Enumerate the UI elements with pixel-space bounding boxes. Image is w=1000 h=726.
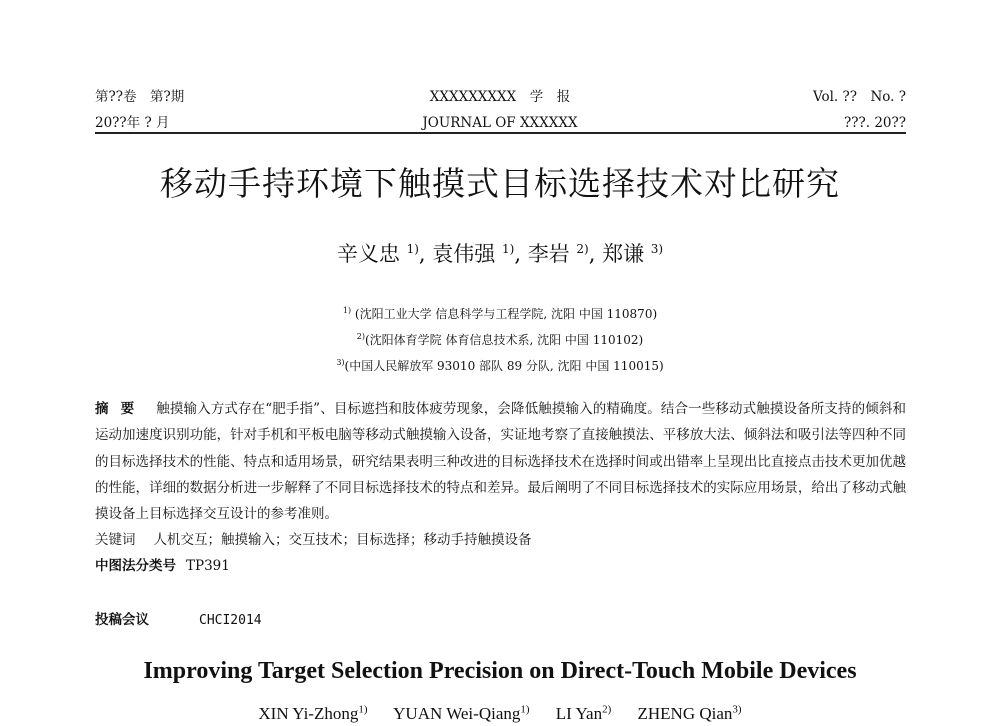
keywords-text: 人机交互；触摸输入；交互技术；目标选择；移动手持触摸设备 xyxy=(153,532,532,548)
english-author-affil-mark: 2) xyxy=(602,703,612,715)
classification-value: TP391 xyxy=(186,558,230,574)
affiliation-text: (中国人民解放军 93010 部队 89 分队, 沈阳 中国 110015) xyxy=(344,359,664,373)
author-affil-mark: 1) xyxy=(406,242,419,256)
affiliation-mark: 3) xyxy=(336,358,345,367)
header-year-month: 20??年 ? 月 xyxy=(95,115,170,131)
author-affil-mark: 3) xyxy=(650,242,664,256)
english-author-name: XIN Yi-Zhong xyxy=(258,703,359,723)
english-author-affil-mark: 1) xyxy=(358,703,368,715)
classification-label: 中图法分类号 xyxy=(95,558,176,574)
abstract-text: 触摸输入方式存在“肥手指”、目标遮挡和肢体疲劳现象，会降低触摸输入的精确度。结合一些移动式触摸设备所支持的倾斜和运动加速度识别功能，针对手机和平板电脑等移动式触摸输入设备，实证地考察了直接触摸法、平移放大法、倾斜法和吸引法等四种不同的目标选择技术的性能、特点和适用场景，研究结果表明三种改进的目标选择技术在选择时间或出错率上呈现出比直接点击技术更加优越的性能，详细的数据分析进一步解释了不同目标选择技术的特点和差异。最后阐明了不同目标选择技术的实际应用场景，给出了移动式触摸设备上目标选择交互设计的参考准则。 xyxy=(95,401,907,523)
affiliation-mark: 2) xyxy=(356,332,365,341)
english-author-name: YUAN Wei-Qiang xyxy=(393,703,521,723)
affiliation xyxy=(0,329,1000,348)
abstract-label: 摘要 xyxy=(95,401,147,417)
author xyxy=(337,242,426,266)
affiliation xyxy=(0,303,1000,322)
english-author xyxy=(638,704,742,723)
english-author-affil-mark: 3) xyxy=(732,703,742,715)
paper-title: 移动手持环境下触摸式目标选择技术对比研究 xyxy=(160,164,840,203)
keywords xyxy=(95,529,906,551)
author-list xyxy=(0,234,1000,269)
author-separator: , xyxy=(514,242,521,266)
author-affil-mark: 1) xyxy=(501,242,515,256)
abstract xyxy=(95,396,906,527)
author-name: 袁伟强 xyxy=(432,242,496,266)
header-volume-issue: 第??卷 第?期 xyxy=(95,89,185,105)
header-rule xyxy=(95,132,906,134)
english-author-name: ZHENG Qian xyxy=(637,703,733,723)
affiliation-text: (沈阳工业大学 信息科学与工程学院, 沈阳 中国 110870) xyxy=(351,307,658,321)
english-author xyxy=(556,704,611,723)
author-separator: , xyxy=(418,242,426,266)
author xyxy=(602,242,663,266)
english-author-list xyxy=(0,697,1000,726)
english-author-name: LI Yan xyxy=(555,703,603,723)
author-affil-mark: 2) xyxy=(576,242,589,256)
author xyxy=(432,242,521,266)
author xyxy=(528,242,596,266)
conference-label: 投稿会议 xyxy=(95,612,149,628)
author-name: 辛义忠 xyxy=(336,242,400,266)
header-date-en: ???. 20?? xyxy=(844,115,906,131)
english-author xyxy=(393,704,529,723)
conference xyxy=(95,609,262,632)
classification xyxy=(95,555,906,577)
author-name: 李岩 xyxy=(527,242,570,266)
keywords-label: 关键词 xyxy=(95,532,136,548)
affiliation xyxy=(0,355,1000,374)
header-journal-en: JOURNAL OF XXXXXX xyxy=(422,115,578,131)
header-journal-cn: XXXXXXXXX 学 报 xyxy=(429,89,571,105)
conference-value: CHCI2014 xyxy=(199,613,262,628)
affiliation-text: (沈阳体育学院 体育信息技术系, 沈阳 中国 110102) xyxy=(364,333,644,347)
affiliation-mark: 1) xyxy=(342,306,352,315)
english-author xyxy=(258,704,367,723)
header-vol-no: Vol. ?? No. ? xyxy=(812,89,906,105)
english-author-affil-mark: 1) xyxy=(520,703,530,715)
author-name: 郑谦 xyxy=(602,242,645,266)
english-title: Improving Target Selection Precision on Direct-Touch Mobile Devices xyxy=(143,658,857,684)
author-separator: , xyxy=(588,242,596,266)
